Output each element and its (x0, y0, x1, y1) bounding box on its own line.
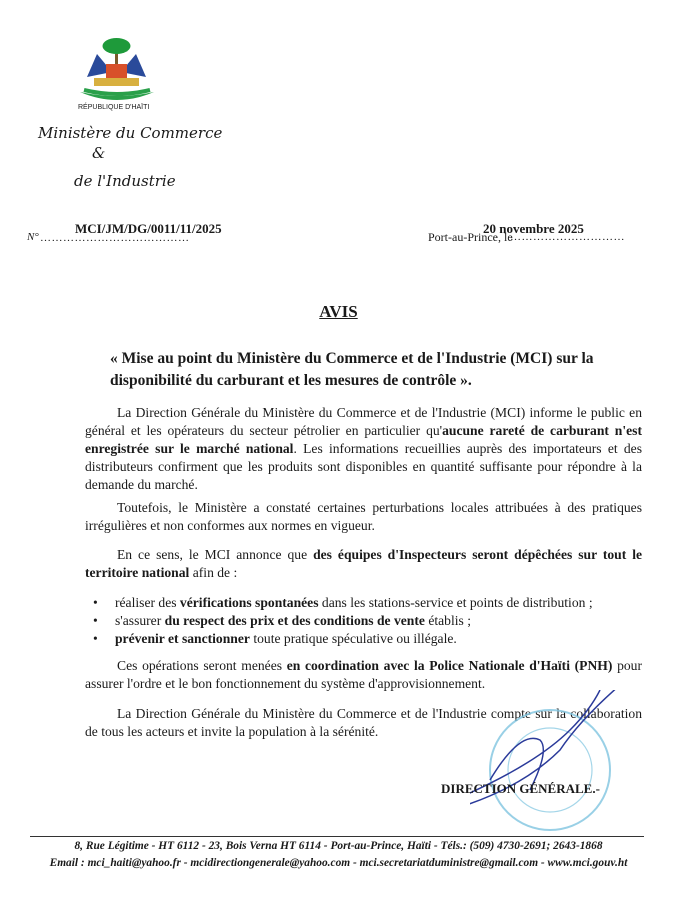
haiti-coat-of-arms-logo (72, 32, 162, 104)
ministry-ampersand: & (92, 144, 106, 162)
ministry-line1: Ministère du Commerce (38, 124, 223, 142)
paragraph-2: Toutefois, le Ministère a constaté certaines perturbations locales attribuées à des pratiques irrégulières et non conformes aux normes en vigueur. (85, 500, 642, 533)
paragraph-3: En ce sens, le MCI annonce que des équipes d'Inspecteurs seront dépêchées sur tout le territoire national afin de : (85, 547, 642, 580)
list-item: • prévenir et sanctionner toute pratique spéculative ou illégale. (85, 630, 642, 648)
signature-label: DIRECTION GÉNÉRALE.- (441, 781, 600, 796)
republic-label: RÉPUBLIQUE D'HAÏTI (78, 104, 150, 111)
measures-list (85, 594, 642, 648)
footer-contacts: Email : mci_haiti@yahoo.fr - mcidirectiongenerale@yahoo.com - mci.secretariatduministre@gmail.com - www.mci.gouv.ht (49, 857, 628, 869)
paragraph-5: La Direction Générale du Ministère du Commerce et de l'Industrie compte sur la collaboration de tous les acteurs et invite la population à la sérénité. (85, 706, 642, 739)
notice-title: « Mise au point du Ministère du Commerce et de l'Industrie (MCI) sur la disponibilité du carburant et les mesures de contrôle ». (110, 350, 594, 389)
list-item: • réaliser des vérifications spontanées dans les stations-service et points de distribution ; (85, 594, 642, 612)
place-label: Port-au-Prince, le (428, 230, 513, 244)
number-label: N° (27, 231, 39, 243)
footer-address: 8, Rue Légitime - HT 6112 - 23, Bois Verna HT 6114 - Port-au-Prince, Haïti - Téls.: (509) 4730-2691; 2643-1868 (74, 840, 603, 852)
notice-heading: AVIS (319, 302, 358, 321)
paragraph-4: Ces opérations seront menées en coordination avec la Police Nationale d'Haïti (PNH) pour assurer l'ordre et le bon fonctionnement du système d'approvisionnement. (85, 658, 642, 691)
reference-number: MCI/JM/DG/0011/11/2025 (75, 221, 222, 236)
footer-divider (30, 836, 644, 837)
official-stamp (470, 690, 620, 840)
list-item: • s'assurer du respect des prix et des conditions de vente établis ; (85, 612, 642, 630)
document-date: 20 novembre 2025 (483, 221, 584, 236)
ministry-line2: de l'Industrie (74, 172, 176, 190)
paragraph-1: La Direction Générale du Ministère du Commerce et de l'Industrie (MCI) informe le public en général et les opérateurs du secteur pétrolier en particulier qu'aucune rareté de carburant n'est enregistrée sur le marché national. Les informations recueillies auprès des importateurs et des distributeurs confirment que les produits sont disponibles en quantité suffisante pour répondre à la demande du marché. (85, 405, 643, 492)
